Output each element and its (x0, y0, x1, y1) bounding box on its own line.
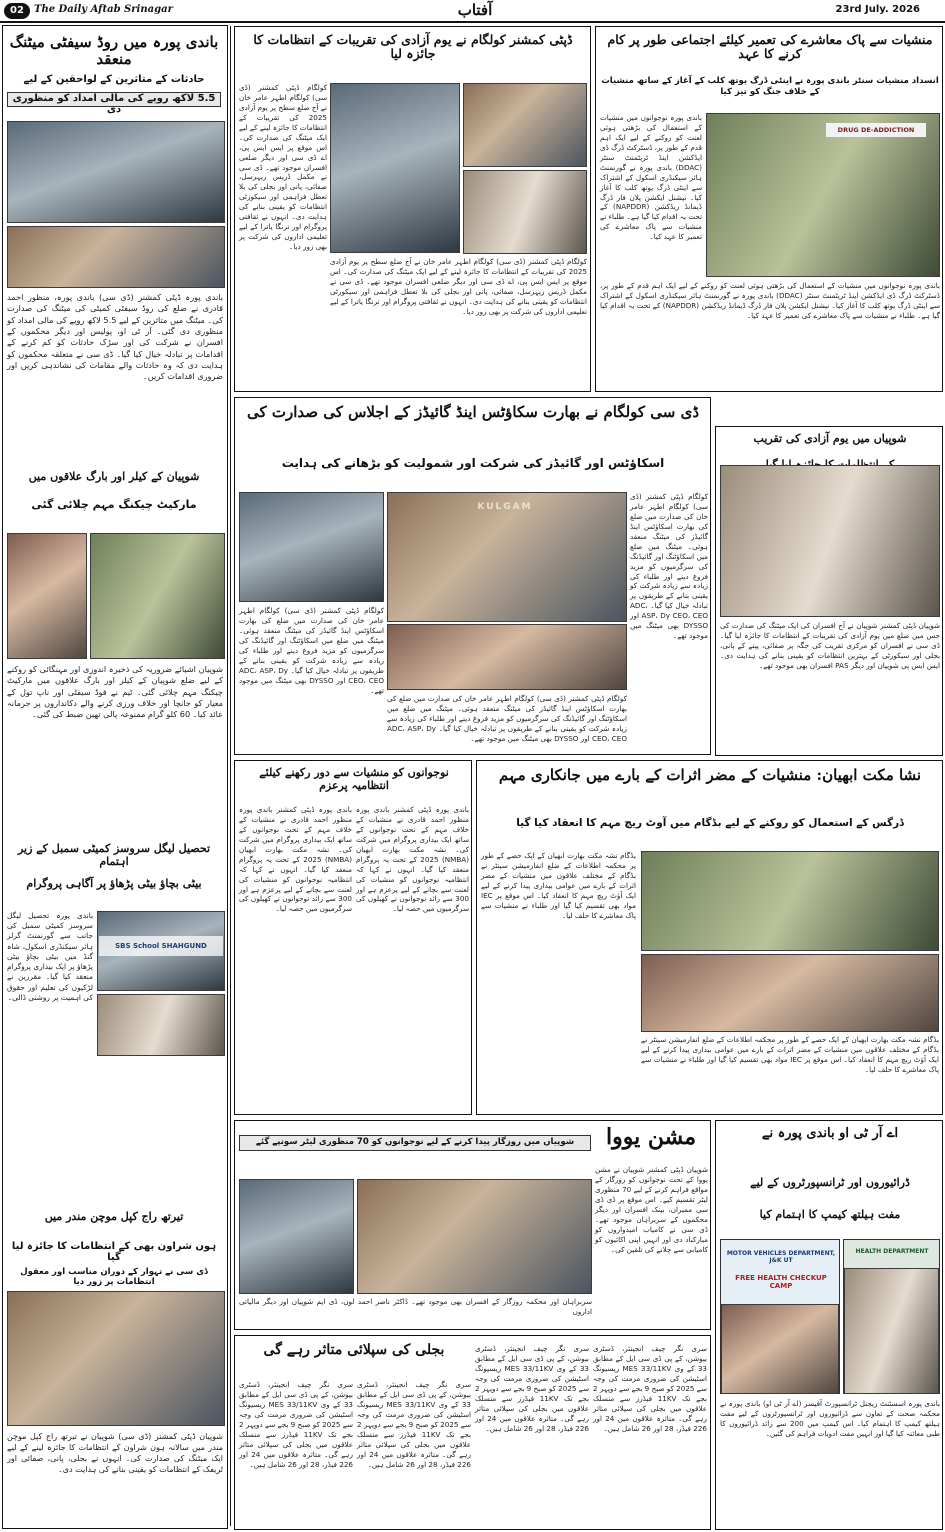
nasha-mukt-subhead: ڈرگس کے استعمال کو روکنے کے لیے بڈگام میں آوٹ ریچ مہم کا انعقاد کیا گیا (516, 817, 904, 829)
photo-market-shop (7, 533, 87, 659)
banner-drug-deaddiction: DRUG DE-ADDICTION (826, 123, 926, 137)
center-drug-headline: نوجوانوں کو منشیات سے دور رکھنے کیلئے انتظامیہ پرعزم (259, 766, 449, 792)
center-drug-body-a: باندی پورہ ڈپٹی کمشنر باندی پورہ منظور احمد قادری نے منشیات کے خلاف مہم کے تحت نوجوانوں کے ساتھ ایک بیداری پروگرام میں شرکت کی۔ نشہ مکت بھارت ابھیان (NMBA) 2025 کے تحت یہ پروگرام منعقد کیا گیا۔ انہوں نے کہا کہ انتظامیہ نوجوانوں کو منشیات کی لعنت سے بچانے کے لیے پرعزم ہے اور 300 سے زائد نوجوانوں نے کھیلوں کی سرگرمیوں میں حصہ لیا۔ (356, 805, 469, 914)
health-camp-headline-1: اے آر ٹی او باندی پورہ نے (761, 1126, 899, 1141)
power-supply-body-a: سری نگر چیف انجینئر، ڈسٹری بیوشن، کے پی ڈی سی ایل کے مطابق 33 کے وی MES 33/11KV ریسیونگ اسٹیشن کی ضروری مرمت کی وجہ سے 2025 کو صبح 9 بجے سے دوپہر 2 بجے تک 11KV فیڈرز سے منسلک علاقوں میں بجلی کی سپلائی متاثر رہے گی۔ متاثرہ علاقوں میں 24 اور 226 فیڈر، 28 اور 26 شامل ہیں۔ (239, 1380, 354, 1469)
left-article1-subhead: حادثات کے متاثرین کے لواحقین کے لیے (23, 74, 205, 85)
left-article4-subhead: ہون شراون بھی کے انتظامات کا جائزہ لیا گیا (11, 1241, 217, 1263)
photo-shopian-review-meeting (720, 465, 940, 617)
health-camp-article (715, 1120, 943, 1530)
health-camp-sign-2: FREE HEALTH CHECKUP CAMP (735, 1274, 827, 1290)
issue-date: 23rd July. 2026 (835, 4, 920, 15)
photo-dc-kulgam-portrait (330, 83, 460, 253)
left-article1-body: باندی پورہ ڈپٹی کمشنر (ڈی سی) باندی پورہ، منظور احمد قادری نے ضلع کی روڈ سیفٹی کمیٹی کی میٹنگ کی صدارت کی۔ میٹنگ میں متاثرین کے لیے 5.5 لاکھ روپے کی مالی امداد کو منظوری دی گئی۔ آر ٹی او، پولیس اور دیگر محکموں کے افسران نے شرکت کی اور سڑک حادثات کو کم کرنے کے اقدامات پر تبادلہ خیال کیا گیا۔ ڈی سی نے متعلقہ محکموں کو ہدایت دی کہ وہ حادثات والے مقامات کی نشاندہی کریں اور ضروری اقدامات کریں۔ (7, 292, 223, 382)
photo-review-meeting-2 (463, 170, 587, 254)
mission-yuva-caption: سربراہان اور محکمہ روزگار کے افسران بھی موجود تھے۔ ڈاکٹر ناصر احمد لون، ڈی ایم شوپیان اور دیگر مالیاتی اداروں (239, 1297, 592, 1316)
center-drug-body-b: باندی پورہ ڈپٹی کمشنر باندی پورہ منظور احمد قادری نے منشیات کے خلاف مہم کے تحت نوجوانوں کے ساتھ ایک بیداری پروگرام میں شرکت کی۔ نشہ مکت بھارت ابھیان (NMBA) 2025 کے تحت یہ پروگرام منعقد کیا گیا۔ انہوں نے کہا کہ انتظامیہ نوجوانوں کو منشیات کی لعنت سے بچانے کے لیے پرعزم ہے اور 300 سے زائد نوجوانوں نے کھیلوں کی سرگرمیوں میں حصہ لیا۔ (239, 805, 352, 914)
center-top-body-a: کولگام ڈپٹی کمشنر (ڈی سی) کولگام اطہر عامر خان نے آج ضلع سطح پر یوم آزادی 2025 کی تقریبات کے انتظامات کا جائزہ لینے کے لیے ایک میٹنگ کی صدارت کی۔ اس موقع پر ایس ایس پی، اے ڈی سی اور دیگر ضلعی افسران موجود تھے۔ ڈی سی نے مکمل ڈریس ریہرسل، صفائی، پانی اور بجلی کی بلا تعطل فراہمی اور سیکورٹی انتظامات کو یقینی بنانے کی ہدایت دی۔ انہوں نے ثقافتی پروگرام اور ترنگا یاترا کے لیے تعلیمی اداروں کی شرکت پر بھی زور دیا۔ (239, 83, 327, 251)
center-mid-body-c: کولگام ڈپٹی کمشنر (ڈی سی) کولگام اطہر عامر خان کی صدارت میں ضلع کی بھارت اسکاؤٹس اینڈ گائیڈز کی میٹنگ منعقد ہوئی۔ میٹنگ میں ضلع میں اسکاؤٹنگ اور گائیڈنگ کی سرگرمیوں کو مزید فروغ دینے اور طلباء کی زیادہ سے زیادہ شرکت کو یقینی بنانے کے طریقوں پر تبادلہ خیال کیا گیا۔ ADC، ASP، Dy CEO، CEO اور DYSSO بھی میٹنگ میں موجود تھے۔ (387, 694, 627, 743)
masthead-rule (0, 21, 945, 23)
left-article3-headline: تحصیل لیگل سروسز کمیٹی سمبل کے زیر اہتمام (17, 842, 211, 868)
photo-pledge-ceremony (641, 851, 939, 951)
mission-yuva-headline: مشن یووا (605, 1124, 697, 1150)
center-top-article (234, 26, 591, 392)
nasha-mukt-headline: نشا مکت ابھیان: منشیات کے مضر اثرات کے بارے میں جانکاری مہم (498, 766, 922, 784)
masthead (0, 0, 945, 22)
left-article2-headline: شوپیان کے کیلر اور بارگ علاقوں میں (28, 470, 200, 483)
right-top-body-b: باندی پورہ نوجوانوں میں منشیات کے استعمال کی بڑھتی ہوئی لعنت کو روکنے کے لیے ایک اہم قدم کے طور پر، ڈسٹرکٹ ڈرگ ڈی ایڈکشن اینڈ ٹریٹمنٹ سنٹر (DDAC) باندی پورہ نے گورنمنٹ ہائر سیکنڈری اسکول کے اشتراک سے اینٹی ڈرگ یوتھ کلب کا آغاز کیا۔ نیشنل ایکشن پلان فار ڈرگ ڈیمانڈ ریڈکشن (NAPDDR) کے تحت یہ اقدام کیا گیا ہے۔ طلباء نے منشیات سے پاک معاشرے کی تعمیر کا عہد کیا۔ (600, 281, 940, 320)
mission-yuva-body: شوپیان ڈپٹی کمشنر شوپیان نے مشن یووا کے تحت نوجوانوں کو روزگار کے مواقع فراہم کرنے کے لیے 70 منظوری لیٹر تقسیم کیے۔ اس موقع پر ڈی ڈی سی ممبران، بینک افسران اور دیگر محکموں کے سربراہان موجود تھے۔ ڈی سی نے کامیاب امیدواروں کو مبارکباد دی اور انہیں اپنی اکائیوں کو کامیابی سے چلانے کی تلقین کی۔ (595, 1165, 708, 1254)
photo-road-safety-officer (7, 121, 225, 223)
left-article2-subhead: مارکیٹ چیکنگ مہم چلائی گئی (31, 498, 197, 511)
photo-health-camp-banner (720, 1239, 840, 1394)
photo-health-doctor (844, 1268, 939, 1394)
nasha-mukt-body-b: بڈگام نشہ مکت بھارت ابھیان کے ایک حصے کے طور پر محکمہ اطلاعات کے ضلع انفارمیشن سینٹر نے بڈگام کے مختلف علاقوں میں منشیات کے مضر اثرات کے بارے میں عوامی بیداری پیدا کرنے کے لیے ایک آؤٹ ریچ مہم کا انعقاد کیا۔ اس موقع پر IEC مواد بھی تقسیم کیا گیا اور طلباء نے منشیات سے پاک معاشرے کا حلف لیا۔ (641, 1035, 939, 1074)
center-top-body-b: کولگام ڈپٹی کمشنر (ڈی سی) کولگام اطہر عامر خان نے آج ضلع سطح پر یوم آزادی 2025 کی تقریبات کے انتظامات کا جائزہ لینے کے لیے ایک میٹنگ کی صدارت کی۔ اس موقع پر ایس ایس پی، اے ڈی سی اور دیگر ضلعی افسران موجود تھے۔ ڈی سی نے مکمل ڈریس ریہرسل، صفائی، پانی اور بجلی کی بلا تعطل فراہمی اور سیکورٹی انتظامات کو یقینی بنانے کی ہدایت دی۔ انہوں نے ثقافتی پروگرام اور ترنگا یاترا کے لیے تعلیمی اداروں کی شرکت پر بھی زور دیا۔ (330, 257, 587, 316)
nasha-mukt-article (476, 760, 943, 1115)
nasha-mukt-body-a: بڈگام نشہ مکت بھارت ابھیان کے ایک حصے کے طور پر محکمہ اطلاعات کے ضلع انفارمیشن سینٹر نے بڈگام کے مختلف علاقوں میں منشیات کے مضر اثرات کے بارے میں عوامی بیداری پیدا کرنے کے لیے ایک آؤٹ ریچ مہم کا انعقاد کیا۔ اس موقع پر IEC مواد بھی تقسیم کیا گیا اور طلباء نے منشیات سے پاک معاشرے کا حلف لیا۔ (481, 851, 636, 920)
center-mid-body-b: کولگام ڈپٹی کمشنر (ڈی سی) کولگام اطہر عامر خان کی صدارت میں ضلع کی بھارت اسکاؤٹس اینڈ گائیڈز کی میٹنگ منعقد ہوئی۔ میٹنگ میں ضلع میں اسکاؤٹنگ اور گائیڈنگ کی سرگرمیوں کو مزید فروغ دینے اور طلباء کی زیادہ سے زیادہ شرکت کو یقینی بنانے کے طریقوں پر تبادلہ خیال کیا گیا۔ ADC، ASP، Dy CEO، CEO اور DYSSO بھی میٹنگ میں موجود تھے۔ (239, 606, 385, 695)
photo-anti-drug-assembly (706, 113, 940, 277)
power-supply-body-d: سری نگر چیف انجینئر، ڈسٹری بیوشن، کے پی ڈی سی ایل کے مطابق 33 کے وی MES 33/11KV ریسیونگ اسٹیشن کی ضروری مرمت کی وجہ سے 2025 کو صبح 9 بجے سے دوپہر 2 بجے تک 11KV فیڈرز سے منسلک علاقوں میں بجلی کی سپلائی متاثر رہے گی۔ متاثرہ علاقوں میں 24 اور 226 فیڈر، 28 اور 26 شامل ہیں۔ (593, 1344, 708, 1433)
left-article2-body: شوپیان اشیائے ضروریہ کی ذخیرہ اندوزی اور مہنگائی کو روکنے کے لیے ضلع شوپیان کے کیلر اور بارگ علاقوں میں مارکیٹ چیکنگ مہم چلائی گئی۔ ٹیم نے فوڈ سیفٹی اور ناپ تول کے معیار کو جانچا اور خلاف ورزی کرنے والے دکانداروں پر جرمانہ عائد کیا۔ 60 کلو گرام ممنوعہ پالی تھین ضبط کی گئی۔ (7, 664, 223, 720)
power-supply-article (234, 1335, 711, 1530)
right-mid-headline-1: شوپیاں میں یوم آزادی کی تقریب (753, 432, 907, 445)
center-mid-headline: ڈی سی کولگام نے بھارت سکاؤٹس اینڈ گائیڈز کے اجلاس کی صدارت کی (246, 403, 700, 421)
center-mid-article (234, 397, 711, 755)
health-camp-sign-3: HEALTH DEPARTMENT (855, 1248, 929, 1255)
kulgam-sign: KULGAM (477, 502, 533, 512)
left-article1-subhead-2: 5.5 لاکھ روپے کی مالی امداد کو منظوری دی (7, 92, 221, 107)
left-article1-headline: باندی پورہ میں روڈ سیفٹی میٹنگ منعقد (9, 33, 219, 69)
photo-road-safety-meeting (7, 226, 225, 288)
left-article4-subhead-2: ڈی سی نے تہوار کے دوران مناسب اور معقول انتظامات پر زور دیا (20, 1267, 208, 1287)
right-top-subhead: انسداد منشیات سنٹر باندی پورہ نے اینٹی ڈرگ یوتھ کلب کے آغاز کے ساتھ منشیات کے خلاف جنگ کو تیز کیا (601, 76, 939, 97)
photo-yuva-speaker (239, 1179, 354, 1294)
photo-scouts-meeting (239, 492, 384, 602)
right-top-body-a: باندی پورہ نوجوانوں میں منشیات کے استعمال کی بڑھتی ہوئی لعنت کو روکنے کے لیے ایک اہم قدم کے طور پر، ڈسٹرکٹ ڈرگ ڈی ایڈکشن اینڈ ٹریٹمنٹ سنٹر (DDAC) باندی پورہ نے گورنمنٹ ہائر سیکنڈری اسکول کے اشتراک سے اینٹی ڈرگ یوتھ کلب کا آغاز کیا۔ نیشنل ایکشن پلان فار ڈرگ ڈیمانڈ ریڈکشن (NAPDDR) کے تحت یہ اقدام کیا گیا ہے۔ طلباء نے منشیات سے پاک معاشرے کی تعمیر کا عہد کیا۔ (600, 113, 702, 242)
page-number: 02 (10, 5, 24, 16)
power-supply-headline: بجلی کی سپلائی متاثر رہے گی (263, 1342, 445, 1358)
logo: آفتاب (457, 1, 493, 19)
right-mid-body: شوپیان ڈپٹی کمشنر شوپیان نے آج افسران کی ایک میٹنگ کی صدارت کی جس میں ضلع میں یوم آزادی کی تقریبات کے انتظامات کا جائزہ لیا گیا۔ ڈی سی نے افسران کو مرکزی تقریب کی جگہ پر صفائی، پینے کے پانی، بجلی اور سیکورٹی کے بہترین انتظامات کو یقینی بنانے کی ہدایت دی۔ ایس ایس پی شوپیان اور دیگر PAS افسران بھی موجود تھے۔ (720, 621, 940, 670)
mission-yuva-article (234, 1120, 711, 1330)
health-camp-body: باندی پورہ اسسٹنٹ ریجنل ٹرانسپورٹ آفیسر (اے آر ٹی او) باندی پورہ نے محکمہ صحت کے تعاون سے ڈرائیوروں اور ٹرانسپورٹروں کے لیے مفت ہیلتھ کیمپ کا اہتمام کیا۔ اس کیمپ میں 200 سے زائد ڈرائیوروں کا طبی معائنہ کیا گیا اور انہیں مفت ادویات فراہم کی گئیں۔ (720, 1399, 940, 1438)
power-supply-body-b: سری نگر چیف انجینئر، ڈسٹری بیوشن، کے پی ڈی سی ایل کے مطابق 33 کے وی MES 33/11KV ریسیونگ اسٹیشن کی ضروری مرمت کی وجہ سے 2025 کو صبح 9 بجے سے دوپہر 2 بجے تک 11KV فیڈرز سے منسلک علاقوں میں بجلی کی سپلائی متاثر رہے گی۔ متاثرہ علاقوں میں 24 اور 226 فیڈر، 28 اور 26 شامل ہیں۔ (357, 1380, 472, 1469)
mission-yuva-subhead: شوپیاں میں روزگار پیدا کرنے کے لیے نوجوانوں کو 70 منظوری لیٹر سونپے گئے (239, 1135, 591, 1151)
center-top-headline: ڈپٹی کمشنر کولگام نے یوم آزادی کی تقریبات کے انتظامات کا جائزہ لیا (253, 32, 573, 62)
left-article4-body: شوپیان ڈپٹی کمشنر (ڈی سی) شوپیان نے تیرتھ راج کپل موچن مندر میں سالانہ ہون شراون کے انتظامات کا جائزہ لینے کے لیے ایک میٹنگ کی صدارت کی۔ انہوں نے بجلی، پانی، صفائی اور ٹریفک کے انتظامات کو یقینی بنانے کی ہدایت دی۔ (7, 1432, 223, 1475)
photo-awareness-audience (97, 994, 225, 1056)
school-sign: SBS School SHAHGUND (99, 936, 223, 956)
power-supply-body-c: سری نگر چیف انجینئر، ڈسٹری بیوشن، کے پی ڈی سی ایل کے مطابق 33 کے وی MES 33/11KV ریسیونگ اسٹیشن کی ضروری مرمت کی وجہ سے 2025 کو صبح 9 بجے سے دوپہر 2 بجے تک 11KV فیڈرز سے منسلک علاقوں میں بجلی کی سپلائی متاثر رہے گی۔ متاثرہ علاقوں میں 24 اور 226 فیڈر، 28 اور 26 شامل ہیں۔ (475, 1344, 590, 1433)
photo-temple-meeting (7, 1291, 225, 1426)
center-drug-article (234, 760, 472, 1115)
right-mid-article (715, 426, 943, 756)
right-top-article (595, 26, 943, 392)
health-camp-headline-2: ڈرائیوروں اور ٹرانسپورٹروں کے لیے (750, 1176, 910, 1189)
center-mid-body-a: کولگام ڈپٹی کمشنر (ڈی سی) کولگام اطہر عامر خان کی صدارت میں ضلع کی بھارت اسکاؤٹس اینڈ گائیڈز کی میٹنگ منعقد ہوئی۔ میٹنگ میں ضلع میں اسکاؤٹنگ اور گائیڈنگ کی سرگرمیوں کو مزید فروغ دینے اور طلباء کی زیادہ سے زیادہ شرکت کو یقینی بنانے کے طریقوں پر تبادلہ خیال کیا گیا۔ ADC، ASP، Dy CEO، CEO اور DYSSO بھی میٹنگ میں موجود تھے۔ (630, 492, 709, 641)
left-article4-headline: تیرتھ راج کپل موچن مندر میں (44, 1210, 184, 1223)
photo-review-meeting-1 (463, 83, 587, 167)
photo-students-march (641, 954, 939, 1032)
center-mid-subhead: اسکاؤٹس اور گائیڈز کی شرکت اور شمولیت کو بڑھانے کی ہدایت (281, 456, 665, 470)
photo-market-inspection (90, 533, 225, 659)
photo-health-camp-queue (721, 1304, 839, 1394)
health-camp-sign-1: MOTOR VEHICLES DEPARTMENT, J&K UT (726, 1250, 836, 1264)
left-article3-body: باندی پورہ تحصیل لیگل سروسز کمیٹی سمبل کی جانب سے گورنمنٹ گرلز ہائر سیکنڈری اسکول، شاہ گنڈ میں بیٹی بچاؤ بیٹی پڑھاؤ پر ایک بیداری پروگرام منعقد کیا گیا۔ مقررین نے لڑکیوں کی تعلیم اور حقوق کی اہمیت پر روشنی ڈالی۔ (7, 911, 93, 1002)
photo-scouts-group (387, 624, 627, 690)
paper-name: The Daily Aftab Srinagar (34, 4, 173, 15)
left-column (2, 25, 228, 1529)
right-top-headline: منشیات سے پاک معاشرے کی تعمیر کیلئے اجتماعی طور پر کام کرنے کا عہد (607, 32, 933, 62)
health-camp-headline-3: مفت ہیلتھ کیمپ کا اہتمام کیا (759, 1208, 901, 1221)
photo-health-checkup (843, 1239, 940, 1394)
column-divider (230, 26, 231, 1526)
left-article3-subhead: بیٹی بچاؤ بیٹی پڑھاؤ پر آگاہی پروگرام (26, 877, 202, 890)
photo-yuva-officials (357, 1179, 592, 1294)
